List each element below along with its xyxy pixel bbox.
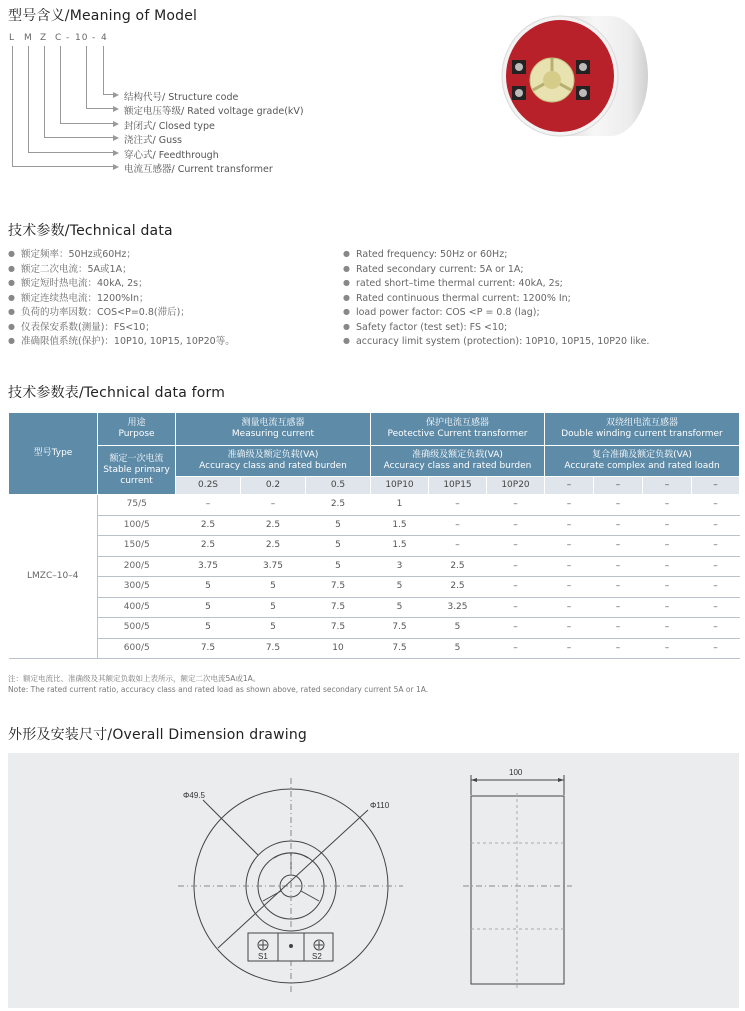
value-cell: – — [692, 515, 740, 536]
legend-structure-code: 结构代号/ Structure code — [124, 92, 239, 103]
value-cell: – — [429, 495, 487, 516]
value-cell: 5 — [371, 577, 429, 598]
table-body — [9, 495, 740, 659]
screw-icon — [579, 89, 587, 97]
primary-current-cell: 400/5 — [98, 597, 176, 618]
note-cn: 注：额定电流比、准确级及其额定负载如上表所示，额定二次电流5A或1A。 — [8, 674, 261, 683]
subgroup-en: Accuracy class and rated burden — [199, 461, 347, 471]
legend-arrow — [113, 106, 119, 112]
tech-item-cn: ● 准确限值系统(保护)：10P10, 10P15, 10P20等。 — [8, 335, 235, 350]
value-cell: 7.5 — [306, 577, 371, 598]
legend-arrow — [113, 121, 119, 127]
value-cell: 1 — [371, 495, 429, 516]
group-en: Double winding current transformer — [561, 429, 723, 439]
tech-item-cn: ● 额定频率：50Hz或60Hz； — [8, 248, 235, 263]
value-cell: 7.5 — [241, 638, 306, 659]
class-cell: 10P10 — [371, 477, 429, 495]
primary-en: Stable primary current — [103, 464, 170, 486]
value-cell: – — [692, 556, 740, 577]
value-cell: 3.25 — [429, 597, 487, 618]
value-cell: – — [594, 495, 643, 516]
group-en: Peotective Current transformer — [387, 429, 528, 439]
value-cell: – — [594, 577, 643, 598]
legend-arrow — [113, 135, 119, 141]
screw-icon — [515, 89, 523, 97]
table-row — [9, 577, 740, 598]
primary-current-cell: 500/5 — [98, 618, 176, 639]
class-cell: – — [643, 477, 692, 495]
value-cell: – — [643, 495, 692, 516]
tech-item-en: ● Rated secondary current: 5A or 1A; — [343, 263, 649, 278]
value-cell: 3.75 — [176, 556, 241, 577]
value-cell: – — [429, 515, 487, 536]
value-cell: – — [643, 556, 692, 577]
tech-list-cn — [8, 248, 235, 350]
value-cell: – — [692, 495, 740, 516]
class-cell: 0.5 — [306, 477, 371, 495]
value-cell: 2.5 — [429, 577, 487, 598]
value-cell: – — [545, 556, 594, 577]
value-cell: 5 — [429, 618, 487, 639]
value-cell: – — [487, 577, 545, 598]
purpose-header — [98, 413, 176, 446]
group-cn: 保护电流互感器 — [425, 418, 489, 428]
note-en: Note: The rated current ratio, accuracy class and rated load as shown above, rated secondary current 5A or 1A. — [8, 685, 429, 694]
value-cell: – — [692, 638, 740, 659]
model-code-char: C — [55, 33, 63, 43]
group-measuring — [176, 413, 371, 446]
value-cell: 2.5 — [176, 515, 241, 536]
value-cell: – — [487, 515, 545, 536]
class-cell: 0.2S — [176, 477, 241, 495]
tech-list-en — [343, 248, 649, 350]
primary-current-cell: 100/5 — [98, 515, 176, 536]
value-cell: 5 — [176, 597, 241, 618]
value-cell: – — [643, 597, 692, 618]
primary-cn: 额定一次电流 — [109, 453, 164, 464]
tech-item-cn: ● 额定短时热电流：40kA, 2s； — [8, 277, 235, 292]
leader-outer — [218, 810, 368, 948]
value-cell: 1.5 — [371, 515, 429, 536]
screw-icon — [515, 63, 523, 71]
table-row — [9, 638, 740, 659]
legend-closed-type: 封闭式/ Closed type — [124, 121, 215, 132]
value-cell: 2.5 — [241, 536, 306, 557]
tech-item-cn: ● 负荷的功率因数：COS<P=0.8(滞后)； — [8, 306, 235, 321]
model-code — [9, 33, 111, 43]
tech-title: 技术参数/Technical data — [8, 223, 173, 239]
value-cell: – — [487, 618, 545, 639]
purpose-cn: 用途 — [127, 418, 146, 428]
value-cell: – — [545, 515, 594, 536]
value-cell: – — [487, 556, 545, 577]
tech-item-cn: ● 额定二次电流：5A或1A； — [8, 263, 235, 278]
terminal-s2-label: S2 — [312, 952, 322, 961]
tech-item-en: ● rated short–time thermal current: 40kA, 2s; — [343, 277, 649, 292]
primary-current-cell: 200/5 — [98, 556, 176, 577]
value-cell: 7.5 — [176, 638, 241, 659]
value-cell: – — [692, 597, 740, 618]
value-cell: – — [594, 556, 643, 577]
model-code-char: L — [9, 33, 16, 43]
tech-item-en: ● load power factor: COS <P = 0.8 (lag); — [343, 306, 649, 321]
primary-current-cell: 300/5 — [98, 577, 176, 598]
value-cell: 7.5 — [371, 638, 429, 659]
legend-feedthrough: 穿心式/ Feedthrough — [124, 150, 219, 161]
value-cell: 2.5 — [176, 536, 241, 557]
value-cell: 7.5 — [371, 618, 429, 639]
group-double-winding — [545, 413, 740, 446]
value-cell: 7.5 — [306, 618, 371, 639]
table-row — [9, 515, 740, 536]
table-row — [9, 536, 740, 557]
value-cell: – — [487, 495, 545, 516]
dimension-drawing — [8, 753, 739, 1008]
value-cell: 2.5 — [429, 556, 487, 577]
tech-item-cn: ● 额定连续热电流：1200%In； — [8, 292, 235, 307]
screw-icon — [579, 63, 587, 71]
meaning-title: 型号含义/Meaning of Model — [8, 8, 198, 24]
class-cell: 10P20 — [487, 477, 545, 495]
tech-item-en: ● accuracy limit system (protection): 10P10, 10P15, 10P20 like. — [343, 335, 649, 350]
model-code-char: M — [24, 33, 33, 43]
value-cell: – — [545, 577, 594, 598]
value-cell: 10 — [306, 638, 371, 659]
subgroup-header — [176, 446, 371, 477]
model-header: 型号Type — [9, 413, 98, 495]
product-photo — [490, 8, 650, 143]
value-cell: – — [594, 515, 643, 536]
value-cell: 5 — [306, 515, 371, 536]
subgroup-cn: 复合准确及额定负载(VA) — [592, 450, 692, 460]
value-cell: 5 — [371, 597, 429, 618]
primary-current-cell: 75/5 — [98, 495, 176, 516]
group-protective — [371, 413, 545, 446]
legend-guss: 浇注式/ Guss — [124, 135, 183, 146]
class-cell: 0.2 — [241, 477, 306, 495]
value-cell: – — [594, 638, 643, 659]
dim-outer-label: Φ110 — [370, 801, 390, 810]
class-cell: 10P15 — [429, 477, 487, 495]
group-cn: 双绕组电流互感器 — [605, 418, 678, 428]
value-cell: – — [545, 536, 594, 557]
tech-item-en: ● Safety factor (test set): FS <10; — [343, 321, 649, 336]
class-cell: – — [692, 477, 740, 495]
value-cell: – — [487, 536, 545, 557]
value-cell: 3.75 — [241, 556, 306, 577]
value-cell: 3 — [371, 556, 429, 577]
model-cell: LMZC–10–4 — [9, 495, 98, 659]
value-cell: 5 — [241, 597, 306, 618]
subgroup-header — [545, 446, 740, 477]
primary-current-cell: 600/5 — [98, 638, 176, 659]
dim-width-label: 100 — [509, 768, 523, 777]
value-cell: 5 — [306, 536, 371, 557]
table-row — [9, 495, 740, 516]
value-cell: 7.5 — [306, 597, 371, 618]
class-cell: – — [545, 477, 594, 495]
model-code-char: Z — [40, 33, 48, 43]
value-cell: 5 — [176, 618, 241, 639]
class-cell: – — [594, 477, 643, 495]
subgroup-en: Accurate complex and rated loadn — [564, 461, 720, 471]
dimension-drawing-svg — [8, 753, 739, 1008]
value-cell: 1.5 — [371, 536, 429, 557]
subgroup-cn: 准确级及额定负载(VA) — [227, 450, 319, 460]
group-en: Measuring current — [231, 429, 315, 439]
value-cell: 2.5 — [241, 515, 306, 536]
leader-inner — [203, 800, 258, 855]
value-cell: – — [594, 597, 643, 618]
value-cell: – — [643, 618, 692, 639]
value-cell: – — [643, 536, 692, 557]
model-code-char: - — [66, 33, 71, 43]
legend-current-transformer: 电流互感器/ Current transformer — [124, 164, 273, 175]
primary-current-header — [98, 446, 176, 495]
value-cell: 2.5 — [306, 495, 371, 516]
terminal-center-dot — [289, 944, 293, 948]
value-cell: – — [545, 597, 594, 618]
legend-voltage-grade: 额定电压等级/ Rated voltage grade(kV) — [124, 106, 304, 117]
subgroup-header — [371, 446, 545, 477]
table-row — [9, 618, 740, 639]
model-code-char: 4 — [101, 33, 108, 43]
model-code-char: 10 — [75, 33, 89, 43]
value-cell: – — [545, 618, 594, 639]
value-cell: – — [692, 577, 740, 598]
value-cell: – — [594, 618, 643, 639]
legend-arrow — [113, 150, 119, 156]
value-cell: – — [487, 638, 545, 659]
value-cell: 5 — [241, 577, 306, 598]
value-cell: – — [643, 638, 692, 659]
legend-arrow — [113, 164, 119, 170]
group-cn: 测量电流互感器 — [241, 418, 305, 428]
value-cell: – — [545, 495, 594, 516]
model-code-char: - — [92, 33, 97, 43]
value-cell: – — [643, 515, 692, 536]
value-cell: 5 — [306, 556, 371, 577]
table-row — [9, 556, 740, 577]
value-cell: – — [594, 536, 643, 557]
legend-arrow — [113, 92, 119, 98]
technical-data-table — [8, 412, 740, 659]
value-cell: 5 — [241, 618, 306, 639]
purpose-en: Purpose — [118, 429, 155, 439]
tech-item-en: ● Rated continuous thermal current: 1200% In; — [343, 292, 649, 307]
subgroup-en: Accuracy class and rated burden — [383, 461, 532, 471]
value-cell: – — [176, 495, 241, 516]
value-cell: – — [692, 536, 740, 557]
terminal-s1-label: S1 — [258, 952, 268, 961]
value-cell: – — [487, 597, 545, 618]
primary-current-cell: 150/5 — [98, 536, 176, 557]
subgroup-cn: 准确级及额定负载(VA) — [412, 450, 503, 460]
legend-bracket — [12, 46, 115, 167]
value-cell: – — [429, 536, 487, 557]
value-cell: – — [643, 577, 692, 598]
value-cell: 5 — [176, 577, 241, 598]
drawing-title: 外形及安装尺寸/Overall Dimension drawing — [8, 727, 307, 743]
tech-item-en: ● Rated frequency: 50Hz or 60Hz; — [343, 248, 649, 263]
dim-inner-label: Φ49.5 — [183, 791, 205, 800]
table-title: 技术参数表/Technical data form — [8, 385, 226, 401]
tech-item-cn: ● 仪表保安系数(测量)：FS<10； — [8, 321, 235, 336]
core-center-icon — [543, 71, 561, 89]
value-cell: – — [692, 618, 740, 639]
value-cell: – — [241, 495, 306, 516]
value-cell: – — [545, 638, 594, 659]
table-row — [9, 597, 740, 618]
value-cell: 5 — [429, 638, 487, 659]
